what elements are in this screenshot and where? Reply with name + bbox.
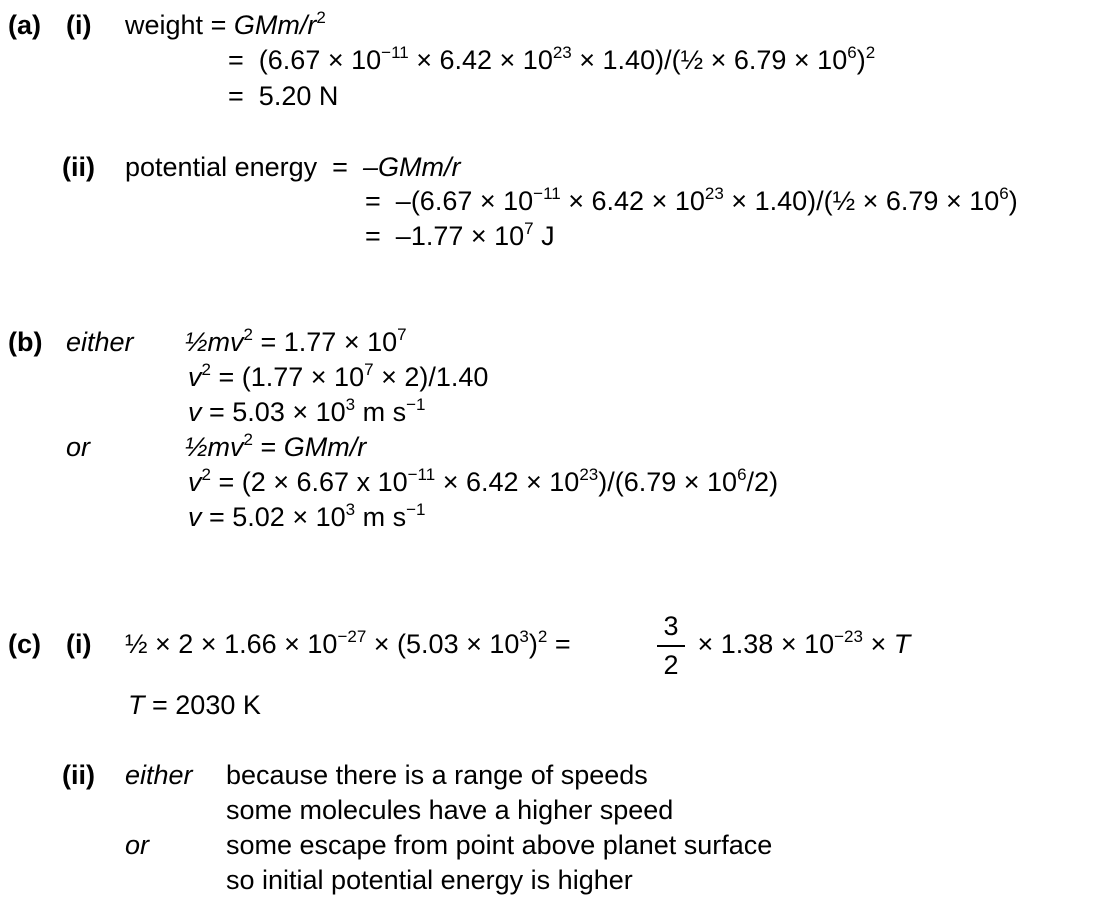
unit: J: [533, 221, 555, 251]
equals-sign: =: [210, 10, 227, 40]
part-a-i-label: (i): [66, 10, 92, 40]
unit: m s: [355, 502, 407, 532]
exponent: 2: [201, 360, 211, 379]
b-either-line-3: [188, 395, 426, 427]
a-ii-line-3: [365, 219, 555, 251]
expr-text: × 2)/1.40: [373, 362, 489, 392]
potential-energy-word: potential energy: [125, 152, 318, 182]
expr-text: × 6.42 × 10: [560, 186, 705, 216]
expr-text: (6.67 × 10: [258, 45, 382, 75]
expr-text: ×: [862, 629, 894, 659]
expr-text: 5.03 × 10: [232, 397, 346, 427]
exponent: 2: [243, 325, 253, 344]
expr-text: × 1.38 × 10: [690, 629, 835, 659]
equals-sign: =: [252, 327, 284, 357]
c-ii-either-line-2: some molecules have a higher speed: [226, 795, 674, 825]
expr-text: ½ × 2 × 1.66 × 10: [125, 629, 338, 659]
exponent: −1: [406, 500, 426, 519]
b-either-line-2: [188, 360, 489, 392]
a-ii-line-1: [125, 154, 460, 181]
part-c-ii-label: (ii): [62, 760, 95, 790]
expr-text: –(6.67 × 10: [395, 186, 534, 216]
expr-text: ): [1008, 186, 1018, 216]
either-label: either: [125, 760, 193, 790]
a-i-line-3: [228, 83, 338, 110]
c-i-result: [128, 692, 261, 719]
variable-v: v: [188, 397, 202, 427]
a-ii-line-2: [365, 184, 1018, 216]
exponent: 23: [579, 465, 599, 484]
exponent: 3: [519, 627, 529, 646]
part-a-ii-label: (ii): [62, 152, 95, 182]
part-a-label: (a): [8, 10, 41, 40]
expr-text: = 5.02 × 10: [201, 502, 346, 532]
c-ii-either-line-1: because there is a range of speeds: [226, 760, 648, 790]
expr-text: 1.77 × 10: [283, 327, 398, 357]
variable-v: v: [188, 502, 202, 532]
exponent: −1: [406, 395, 426, 414]
exponent: −23: [834, 627, 863, 646]
expr-text: × 1.40)/(½ × 6.79 × 10: [723, 186, 1000, 216]
b-either-line-1: [185, 325, 407, 357]
equals-sign: =: [201, 397, 233, 427]
expr-text: ): [528, 629, 538, 659]
exponent: 2: [537, 627, 548, 646]
weight-result: 5.20 N: [258, 81, 339, 111]
exponent: 2: [865, 43, 876, 62]
unit: m s: [355, 397, 407, 427]
exponent: 7: [524, 219, 534, 238]
expr-text: GMm/r: [283, 432, 367, 462]
exponent: −11: [533, 184, 561, 203]
expr-text: ½mv: [185, 432, 244, 462]
fraction-bar: [657, 645, 685, 647]
expr-text: × 6.42 × 10: [435, 467, 580, 497]
expr-text: = (2 × 6.67 x 10: [210, 467, 408, 497]
exponent: 7: [364, 360, 374, 379]
expr-text: × 1.40)/(½ × 6.79 × 10: [571, 45, 848, 75]
equals-sign: =: [365, 186, 381, 216]
weight-word: weight: [125, 10, 204, 40]
a-i-line-1: [125, 8, 326, 40]
equals-sign: =: [228, 81, 244, 111]
equals-sign: =: [332, 152, 348, 182]
three-halves-fraction: [657, 613, 685, 679]
expr-text: × (5.03 × 10: [366, 629, 520, 659]
exponent: −11: [407, 465, 436, 484]
exponent: 2: [316, 8, 326, 27]
variable-t: T: [128, 690, 145, 720]
c-i-rhs: [690, 627, 911, 659]
a-i-line-2: [228, 43, 876, 75]
exponent: 3: [345, 395, 356, 414]
exponent: 2: [243, 430, 253, 449]
variable-t: T: [893, 629, 911, 659]
variable-v: v: [188, 467, 202, 497]
b-or-line-2: [188, 465, 779, 497]
pe-result: –1.77 × 10: [395, 221, 525, 251]
c-ii-or-line-1: some escape from point above planet surface: [226, 830, 773, 860]
equals-sign: =: [210, 362, 242, 392]
expr-text: ): [856, 45, 866, 75]
equals-sign: =: [365, 221, 381, 251]
expr-text: /2): [746, 467, 779, 497]
equals-sign: =: [547, 629, 579, 659]
equals-sign: =: [252, 432, 284, 462]
equals-sign: =: [144, 690, 176, 720]
variable-v: v: [188, 362, 202, 392]
b-or-line-3: [188, 500, 426, 532]
fraction-denominator: 2: [663, 650, 679, 680]
b-or-line-1: [185, 430, 367, 462]
weight-formula: GMm/r: [233, 10, 317, 40]
part-c-i-label: (i): [66, 629, 92, 659]
exponent: 3: [345, 500, 356, 519]
expr-text: × 6.42 × 10: [408, 45, 553, 75]
exponent: −11: [381, 43, 409, 62]
exponent: 7: [397, 325, 407, 344]
exponent: 6: [737, 465, 747, 484]
fraction-numerator: 3: [663, 611, 679, 641]
exponent: −27: [337, 627, 367, 646]
exponent: 2: [201, 465, 211, 484]
exponent: 6: [847, 43, 857, 62]
expr-text: ½mv: [185, 327, 244, 357]
exponent: 23: [552, 43, 572, 62]
pe-formula: –GMm/r: [362, 152, 461, 182]
equals-sign: =: [228, 45, 244, 75]
c-ii-or-line-2: so initial potential energy is higher: [226, 865, 633, 895]
temperature-result: 2030 K: [175, 690, 261, 720]
c-i-lhs: [125, 627, 579, 659]
expr-text: )/(6.79 × 10: [598, 467, 738, 497]
exponent: 23: [704, 184, 724, 203]
or-label: or: [66, 432, 91, 462]
or-label: or: [125, 830, 150, 860]
exponent: 6: [999, 184, 1009, 203]
either-label: either: [66, 327, 134, 357]
part-b-label: (b): [8, 327, 43, 357]
part-c-label: (c): [8, 629, 41, 659]
expr-text: (1.77 × 10: [241, 362, 365, 392]
